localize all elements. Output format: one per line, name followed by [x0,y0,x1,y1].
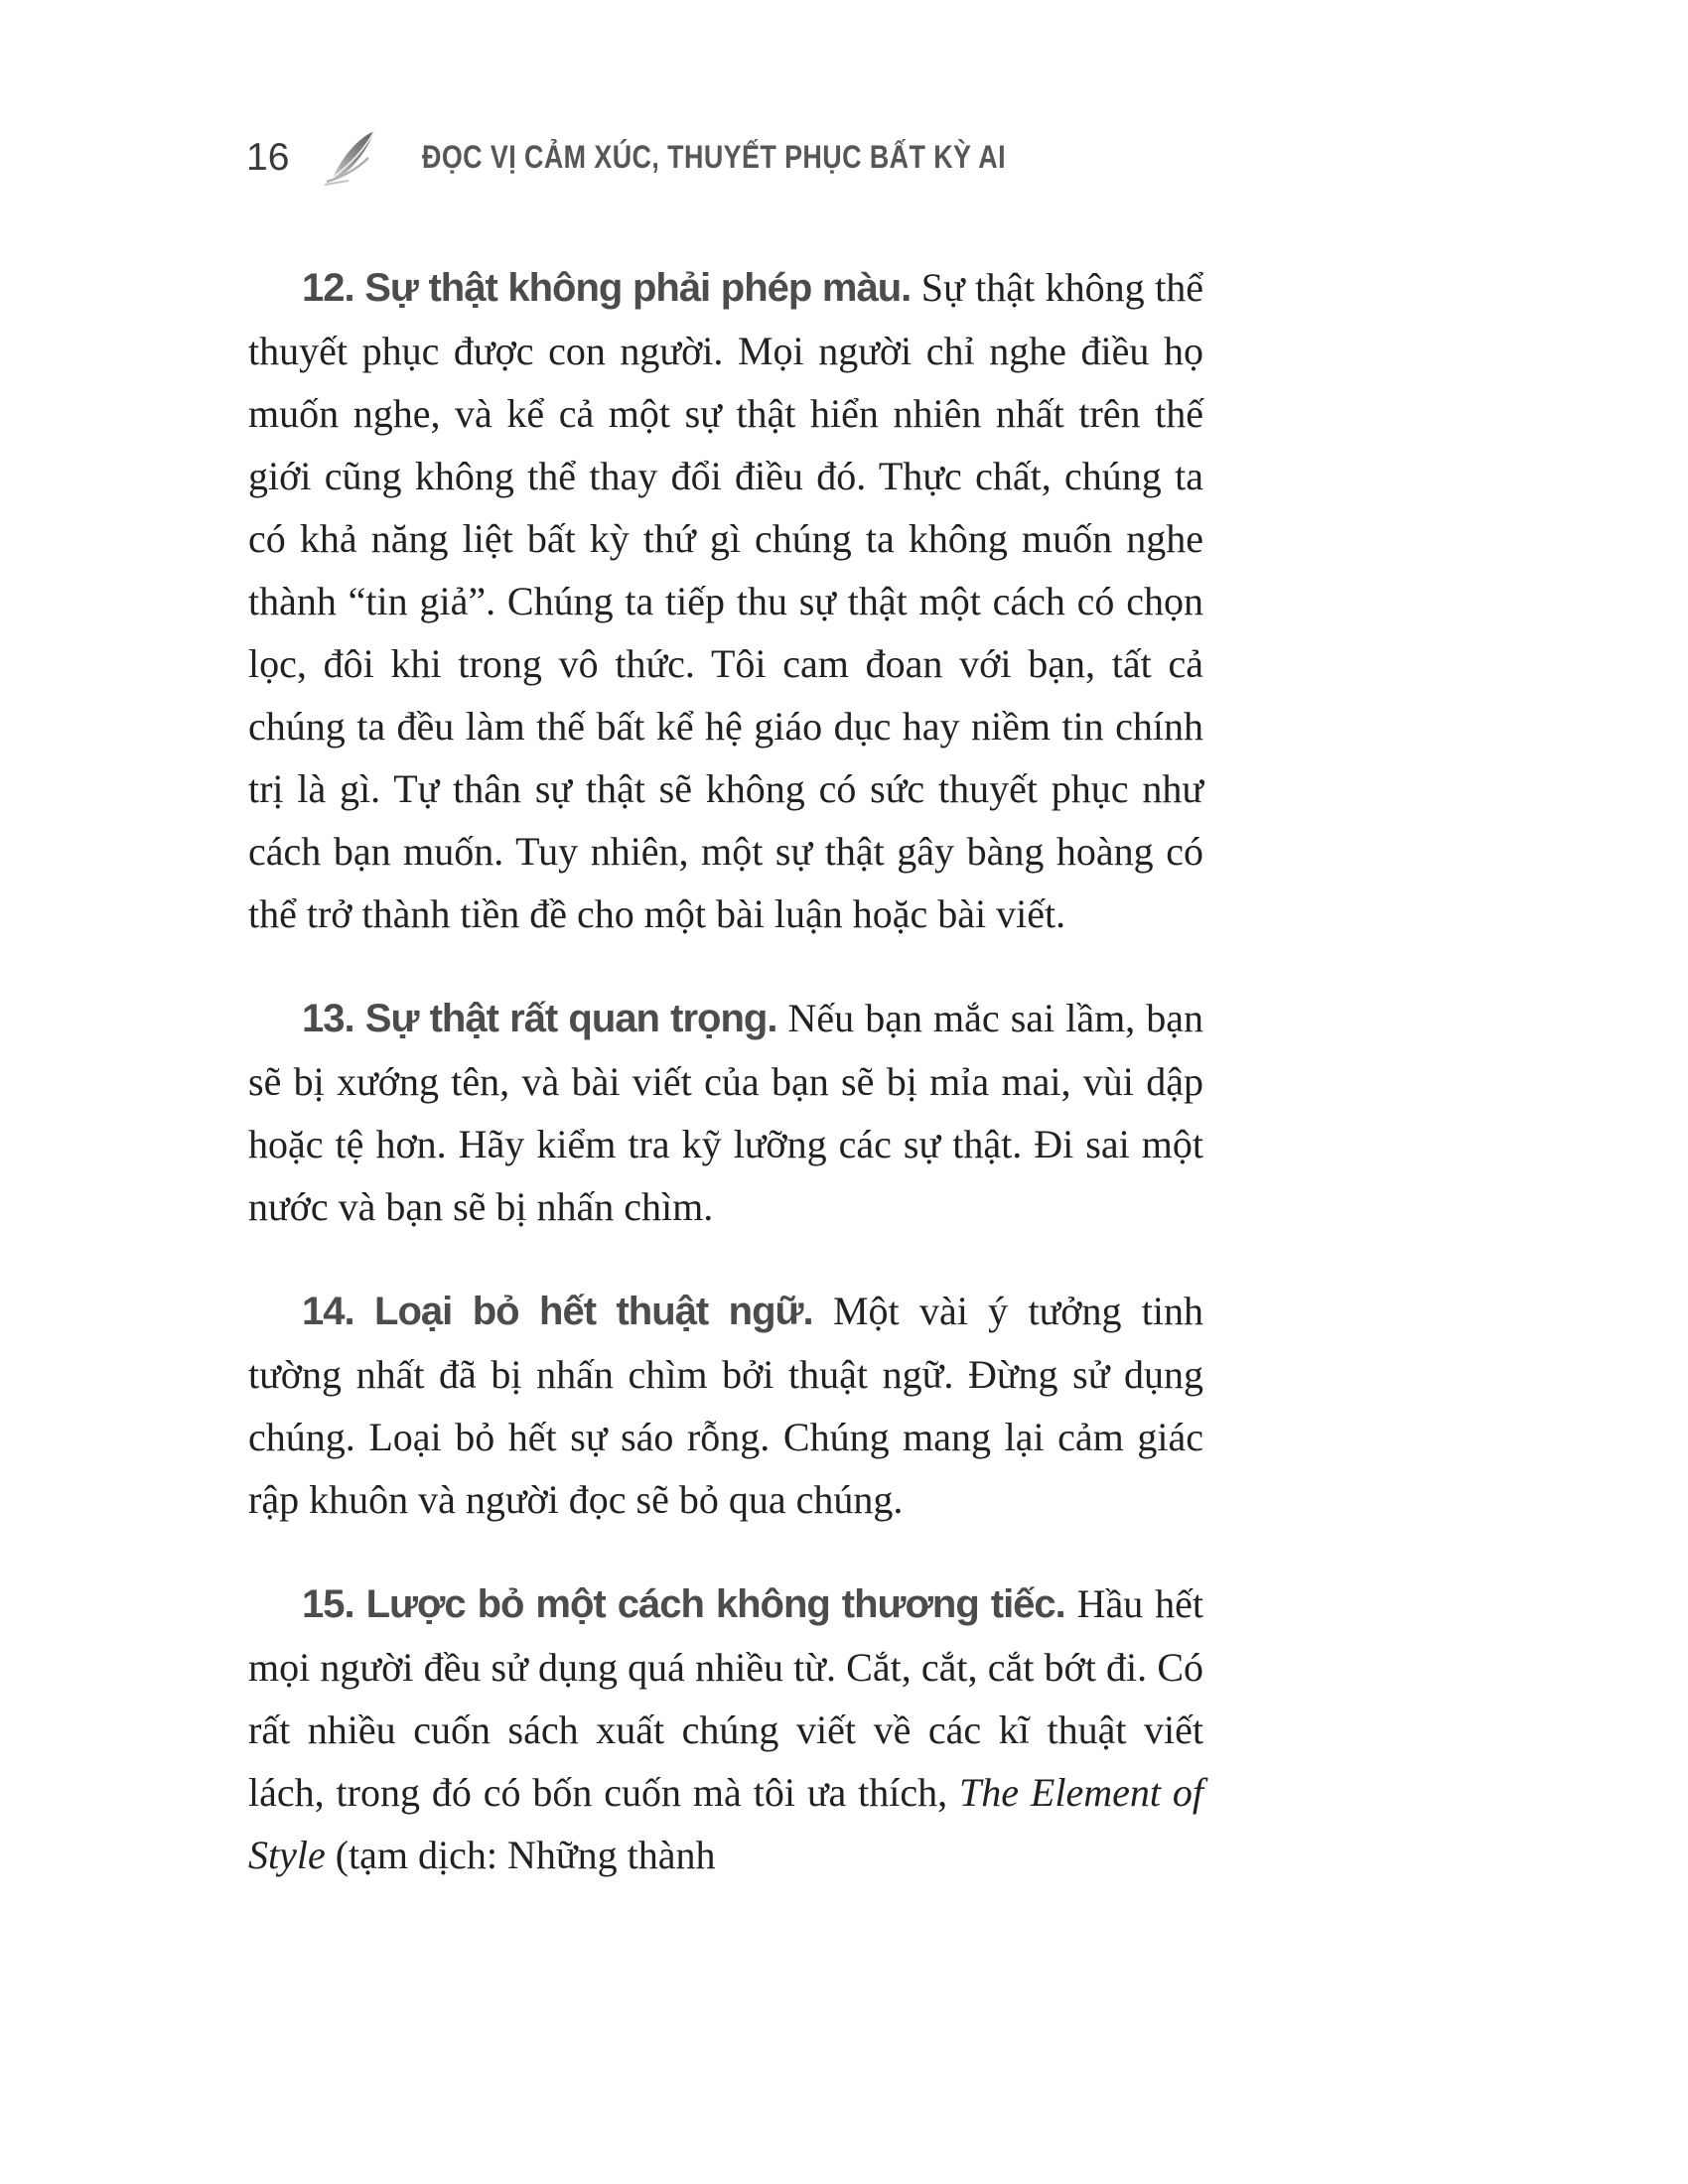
running-head-title-text: ĐỌC VỊ CẢM XÚC, THUYẾT PHỤC BẤT KỲ AI [422,139,1007,175]
paragraph [248,1280,1203,1531]
paragraph-lead: 12. Sự thật không phải phép màu. [302,266,912,310]
paragraph [248,987,1203,1238]
paragraph-text: Một vài ý tưởng tinh tường nhất đã bị nhấn chìm bởi thuật ngữ. Đừng sử dụng chúng. Loại bỏ hết sự sáo rỗng. Chúng mang lại cảm giác rập khuôn và người đọc sẽ bỏ qua chúng. [248,1289,1204,1522]
page-number: 16 [246,135,290,179]
running-head [246,127,1117,187]
running-head-title [422,141,1117,173]
page-body [248,256,1203,1928]
paragraph-lead: 14. Loại bỏ hết thuật ngữ. [302,1290,813,1333]
paragraph [248,1572,1203,1886]
paragraph-text: Hầu hết mọi người đều sử dụng quá nhiều từ. Cắt, cắt, cắt bớt đi. Có rất nhiều cuốn sách xuất chúng viết về các kĩ thuật viết lách, trong đó có bốn cuốn mà tôi ưa thích, [248,1581,1203,1815]
paragraph-lead: 15. Lược bỏ một cách không thương tiếc. [302,1582,1065,1626]
paragraph-text: Nếu bạn mắc sai lầm, bạn sẽ bị xướng tên, và bài viết của bạn sẽ bị mỉa mai, vùi dập hoặc tệ hơn. Hãy kiểm tra kỹ lưỡng các sự thật. Đi sai một nước và bạn sẽ bị nhấn chìm. [248,996,1203,1229]
paragraph-text: (tạm dịch: Những thành [325,1833,716,1877]
paragraph-text: Sự thật không thể thuyết phục được con người. Mọi người chỉ nghe điều họ muốn nghe, và kể cả một sự thật hiển nhiên nhất trên thế giới cũng không thể thay đổi điều đó. Thực chất, chúng ta có khả năng liệt bất kỳ thứ gì chúng ta không muốn nghe thành “tin giả”. Chúng ta tiếp thu sự thật một cách có chọn lọc, đôi khi trong vô thức. Tôi cam đoan với bạn, tất cả chúng ta đều làm thế bất kể hệ giáo dục hay niềm tin chính trị là gì. Tự thân sự thật sẽ không có sức thuyết phục như cách bạn muốn. Tuy nhiên, một sự thật gây bàng hoàng có thể trở thành tiền đề cho một bài luận hoặc bài viết. [248,265,1203,936]
quill-icon [323,128,386,186]
paragraph [248,256,1203,945]
book-title-italic: The Element of Style [248,1770,1203,1877]
paragraph-lead: 13. Sự thật rất quan trọng. [302,997,777,1040]
